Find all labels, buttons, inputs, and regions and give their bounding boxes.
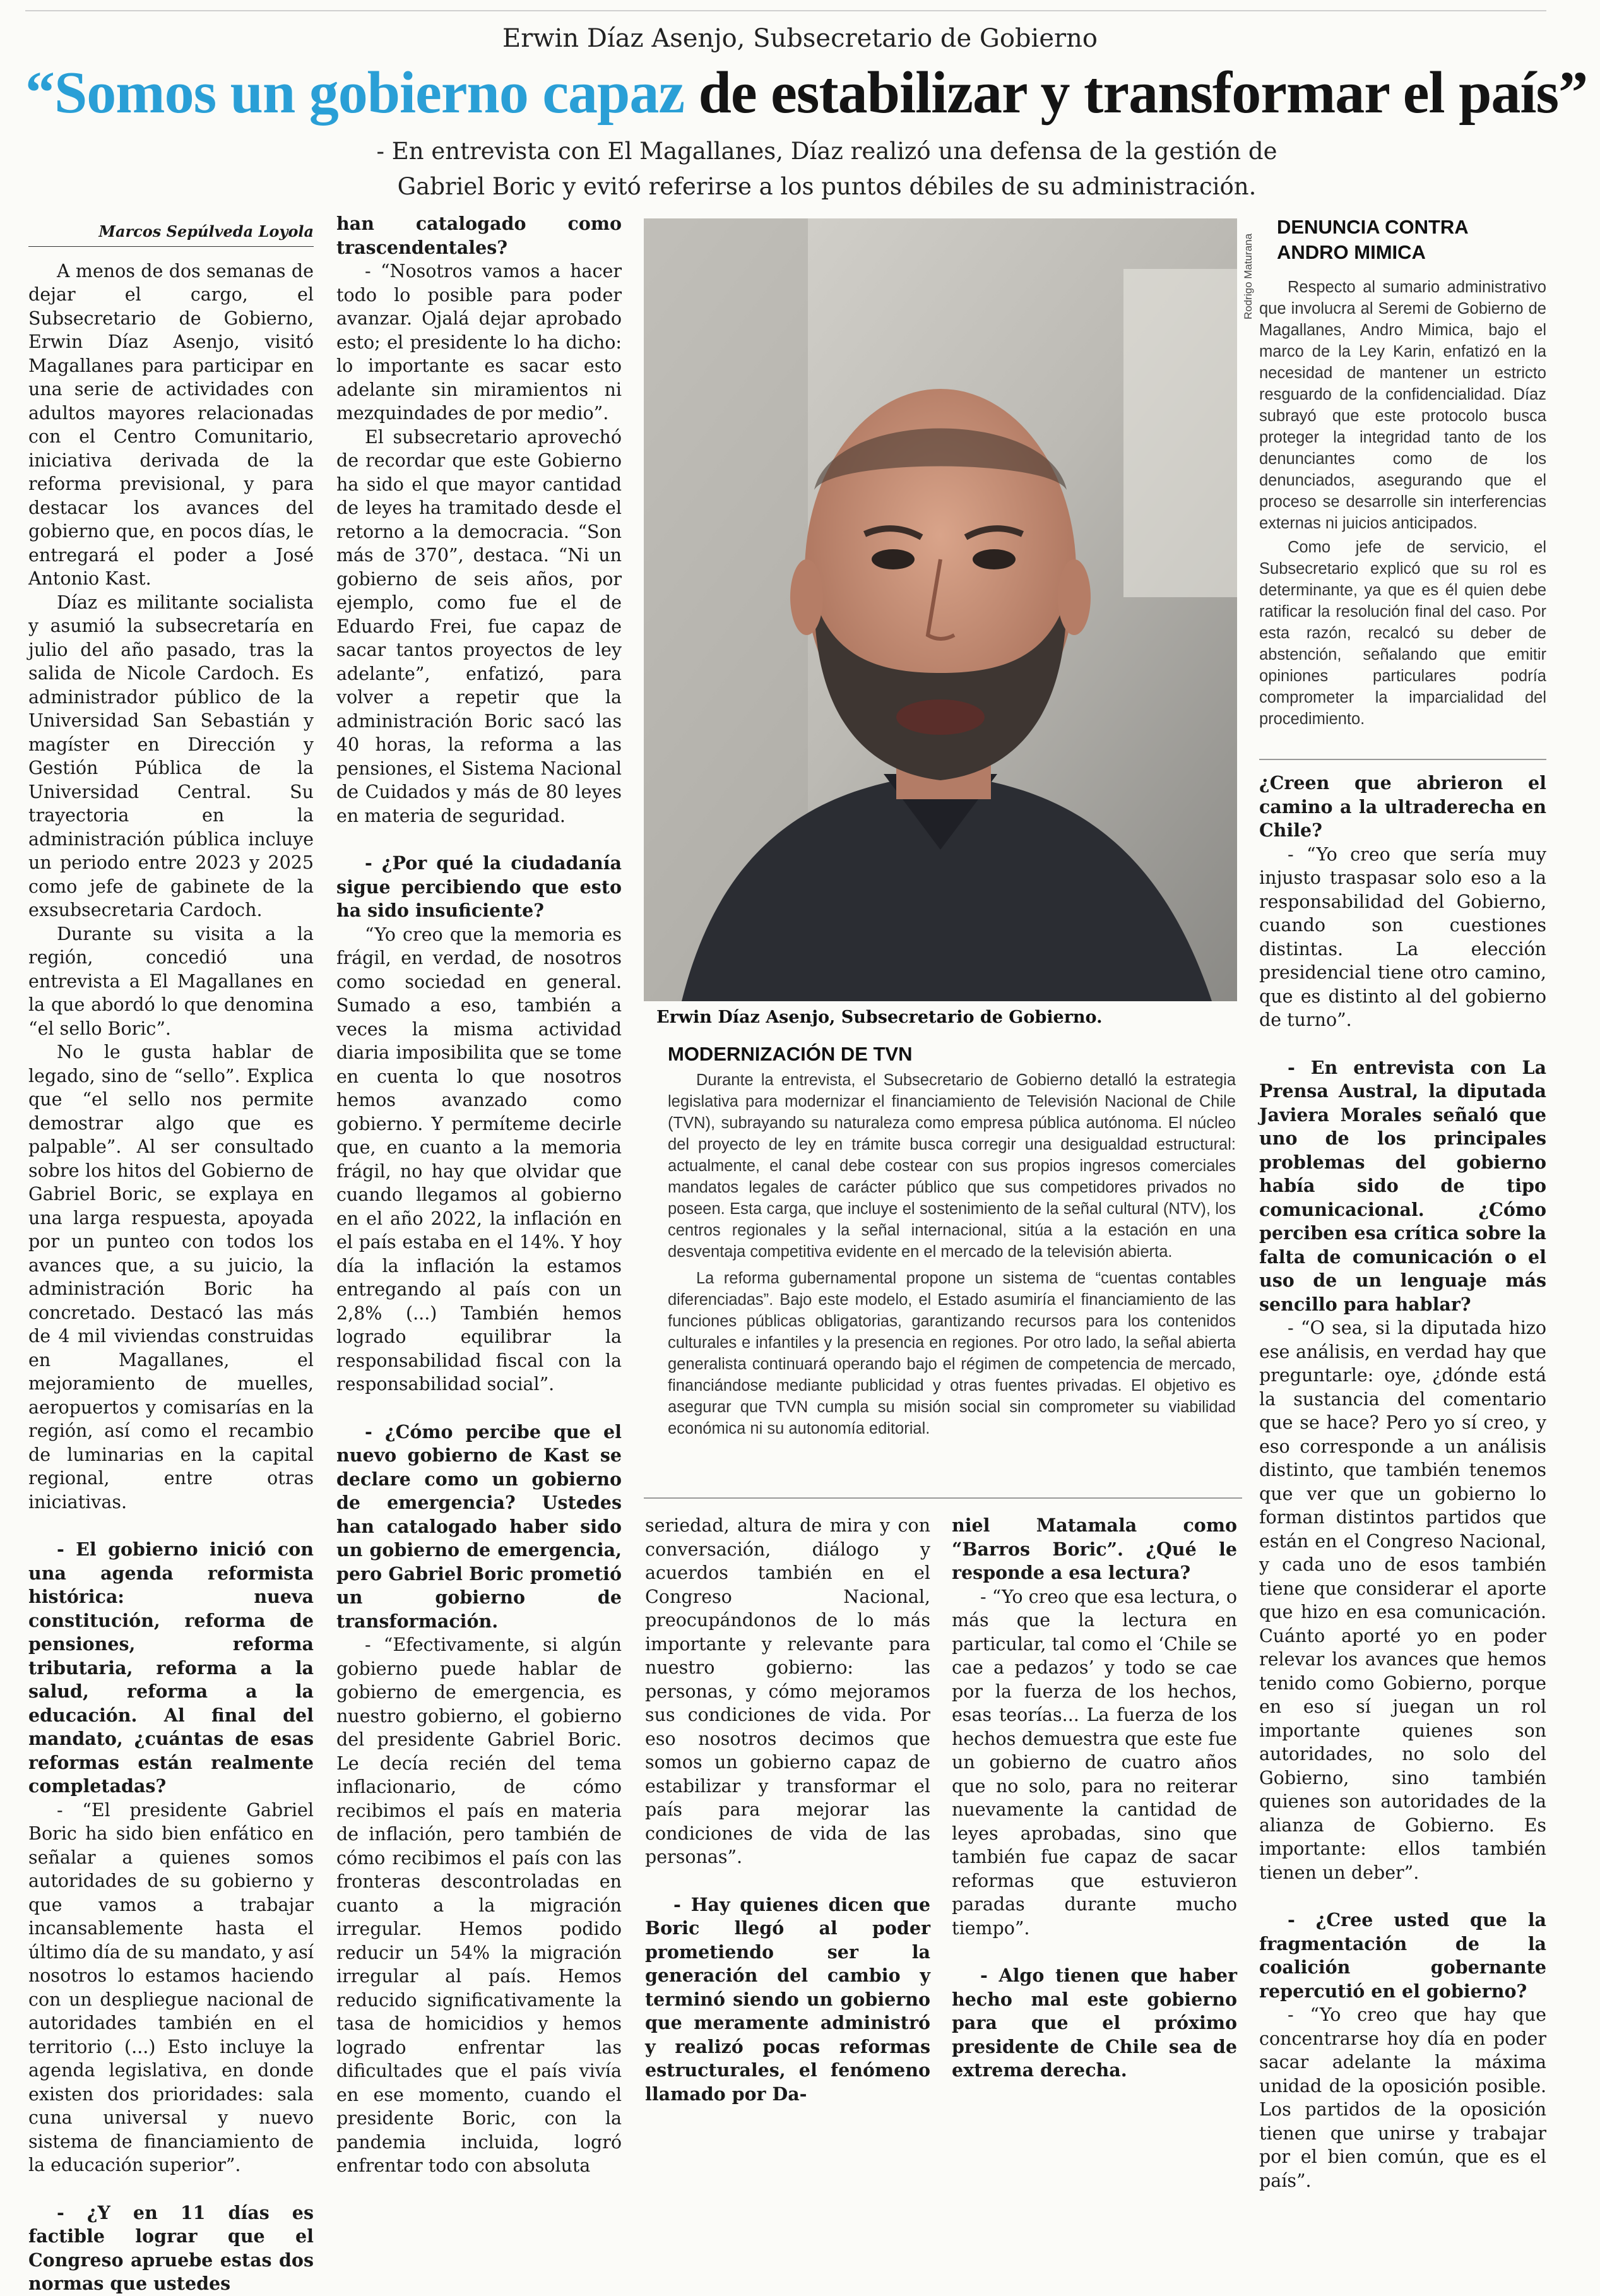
column-5 <box>1259 771 1546 2192</box>
answer-8: - “O sea, si la diputada hizo ese análisis, en verdad hay que preguntarle: oye, ¿dónde está la sustancia del comentario que se hace? Pero yo sí creo, y eso corresponde a un análisis distinto, que también tenemos que ver que un gobierno lo forman distintos partidos que están en el Congreso Nacional, y cada uno de esos también tiene que considerar el aporte que hizo en esa comunicación. Cuánto aporté yo en poder relevar los avances que hemos tenido como Gobierno, porque en eso sí juegan un rol importante quienes son autoridades, no solo del Gobierno, sino también quienes son autoridades de la alianza de Gobierno. Es importante: ellos también tienen un deber”. <box>1259 1318 1546 1883</box>
deck-line-2: Gabriel Boric y evitó referirse a los puntos débiles de su administración. <box>397 173 1257 200</box>
photo-credit: Rodrigo Maturana <box>1242 233 1254 319</box>
col2-paragraph: El subsecretario aprovechó de recordar que este Gobierno ha sido el que mayor cantidad de leyes ha tramitado desde el retorno a la democracia. “Son más de 370”, destaca. “Ni un gobierno de seis años, por ejemplo, como fue el de Eduardo Frei, fue capaz de sacar tantos proyectos de ley adelante”, enfatizó, para volver a repetir que la administración Boric sacó las 40 horas, la reforma a las pensiones, el Sistema Nacional de Cuidados y más de 80 leyes en materia de seguridad. <box>336 426 622 826</box>
deck-line-1: - En entrevista con El Magallanes, Díaz realizó una defensa de la gestión de <box>376 138 1277 165</box>
mimica-box-title <box>1259 215 1546 265</box>
question-2-cont: han catalogado como trascendentales? <box>336 213 622 258</box>
col1-paragraph: Durante su visita a la región, concedió una entrevista a El Magallanes en la que abordó lo que denomina “el sello Boric”. <box>28 923 314 1039</box>
column-3-bottom <box>645 1514 930 2106</box>
answer-1: - “El presidente Gabriel Boric ha sido bien enfático en señalar a quienes somos autoridades de su gobierno y que vamos a trabajar incansablemente hasta el último día de su mandato, y así nosotros lo estamos haciendo con un despliegue nacional de autoridades también en el territorio (...) Esto incluye la agenda legislativa, en donde existen dos prioridades: sala cuna universal y nuevo sistema de financiamiento de la educación superior”. <box>28 1799 314 2175</box>
portrait-photo <box>644 218 1237 1001</box>
mimica-box-rule <box>1259 759 1546 760</box>
headline <box>25 58 1588 128</box>
answer-3: “Yo creo que la memoria es frágil, en verdad, de nosotros como sociedad en general. Sumado a eso, también a veces la misma actividad diaria imposibilita que se tome en cuenta lo que nosotros hemos avanzado como gobierno. Y permíteme decirle que, en cuanto a la memoria frágil, no hay que olvidar que cuando llegamos al gobierno en el año 2022, la inflación en el país estaba en el 14%. Y hoy día la inflación la estamos entregando al país con un 2,8% (...) También hemos logrado equilibrar la responsabilidad fiscal con la responsabilidad social”. <box>336 924 622 1395</box>
tvn-paragraph: La reforma gubernamental propone un sistema de “cuentas contables diferenciadas”. Bajo este modelo, el Estado asumiría el financiamiento de las funciones públicas obligatorias, garantizando recursos para los contenidos culturales e infantiles y la presencia en regiones. Por otro lado, la señal abierta generalista continuará operando bajo el régimen de competencia de mercado, financiándose mediante publicidad y otras fuentes privadas. El objetivo es asegurar que TVN cumpla su misión social sin comprometer su viabilidad económica ni su autonomía editorial. <box>668 1270 1236 1437</box>
deck <box>353 134 1300 205</box>
mimica-title-line-2: ANDRO MIMICA <box>1277 241 1426 263</box>
tvn-box-title: MODERNIZACIÓN DE TVN <box>668 1043 913 1065</box>
answer-7: - “Yo creo que sería muy injusto traspasar solo eso a la responsabilidad del Gobierno, cuando son cuestiones distintas. La elección presidencial tiene otro camino, que es distinto al del gobierno de turno”. <box>1259 843 1546 1030</box>
headline-black: de estabilizar y transformar el país” <box>684 60 1588 126</box>
mimica-paragraph: Como jefe de servicio, el Subsecretario explicó que su rol es determinante, ya que es él quien debe ratificar la resolución final del caso. Por esta razón, recalcó su deber de abstención, señalando que emitir opiniones particulares podría comprometer la imparcialidad del procedimiento. <box>1259 538 1546 728</box>
tvn-box <box>668 1042 1236 1439</box>
col1-paragraph: No le gusta hablar de legado, sino de “sello”. Explica que “el sello nos permite demostrar algo que es palpable”. Al ser consultado sobre los hitos del Gobierno de Gabriel Boric, se explaya en una larga respuesta, apoyada por un punteo con todos los avances que, a su juicio, la administración Boric ha concretado. Destacó las más de 4 mil viviendas construidas en Magallanes, el mejoramiento de muelles, aeropuertos y comisarías en la región, así como el recambio de luminarias en la capital regional, entre otras iniciativas. <box>28 1042 314 1513</box>
mimica-paragraph: Respecto al sumario administrativo que involucra al Seremi de Gobierno de Magallanes, Andro Mimica, bajo el marco de la Ley Karin, enfatizó en la necesidad de mantener un estricto resguardo de la confidencialidad. Díaz subrayó que este protocolo busca proteger la integridad tanto de los denunciantes como de los denunciados, asegurando que el proceso se desarrolle sin interferencias externas ni juicios anticipados. <box>1259 278 1546 532</box>
question-8: - En entrevista con La Prensa Austral, la diputada Javiera Morales señaló que uno de los principales problemas del gobierno había sido de tipo comunicacional. ¿Cómo perciben esa crítica sobre la falta de comunicación o el uso de un lenguaje más sencillo para hablar? <box>1259 1056 1546 1315</box>
column-1 <box>28 220 314 2296</box>
question-3: - ¿Por qué la ciudadanía sigue percibiendo que esto ha sido insuficiente? <box>336 852 622 921</box>
question-5-cont: niel Matamala como “Barros Boric”. ¿Qué le responde a esa lectura? <box>952 1514 1237 1583</box>
question-7: ¿Creen que abrieron el camino a la ultraderecha en Chile? <box>1259 772 1546 841</box>
byline: Marcos Sepúlveda Loyola <box>28 220 314 247</box>
portrait-illustration <box>644 218 1237 1001</box>
col1-paragraph: Díaz es militante socialista y asumió la subsecretaría en julio del año pasado, tras la salida de Nicole Cardoch. Es administrador público de la Universidad San Sebastián y magíster en Dirección y Gestión Pública de la Universidad Central. Su trayectoria en la administración pública incluye un periodo entre 2023 y 2025 como jefe de gabinete de la exsubsecretaria Cardoch. <box>28 592 314 920</box>
mimica-box <box>1259 215 1546 730</box>
tvn-box-rule <box>644 1497 1242 1499</box>
answer-5: - “Yo creo que esa lectura, o más que la lectura en particular, tal como el ‘Chile se cae a pedazos’ y todo se cae por la fuerza de los hechos, esas teorías... La fuerza de los hechos demuestra que este fue un gobierno de cuatro años que no solo, para no reiterar nuevamente la cantidad de leyes aprobadas, sino que también fue capaz de sacar reformas que estuvieron paradas durante mucho tiempo”. <box>952 1586 1237 1939</box>
photo-caption: Erwin Díaz Asenjo, Subsecretario de Gobierno. <box>656 1008 1103 1027</box>
question-4: - ¿Cómo percibe que el nuevo gobierno de Kast se declare como un gobierno de emergencia? Ustedes han catalogado haber sido un gobierno de emergencia, pero Gabriel Boric prometió un gobierno de transformación. <box>336 1420 622 1632</box>
kicker: Erwin Díaz Asenjo, Subsecretario de Gobierno <box>502 24 1098 53</box>
answer-4-cont: seriedad, altura de mira y con conversación, diálogo y acuerdos también en el Congreso Nacional, preocupándonos de lo más importante y relevante para nuestro gobierno: las personas, y cómo mejoramos sus condiciones de vida. Por eso nosotros decimos que somos un gobierno capaz de estabilizar y transformar el país para mejorar las condiciones de vida de las personas”. <box>645 1515 930 1867</box>
column-4-bottom <box>952 1514 1237 2083</box>
question-1: - El gobierno inició con una agenda reformista histórica: nueva constitución, reforma de pensiones, reforma tributaria, reforma a la salud, reforma a la educación. Al final del mandato, ¿cuántas de esas reformas están realmente completadas? <box>28 1538 314 1797</box>
answer-9: - “Yo creo que hay que concentrarse hoy día en poder sacar adelante la máxima unidad de la oposición posible. Los partidos de la oposición tienen que unirse y trabajar por el bien común, que es el país”. <box>1259 2004 1546 2191</box>
tvn-paragraph: Durante la entrevista, el Subsecretario de Gobierno detalló la estrategia legislativa para modernizar el financiamiento de Televisión Nacional de Chile (TVN), subrayando su naturaleza como empresa pública autónoma. El núcleo del proyecto de ley en trámite busca corregir una desigualdad estructural: actualmente, el canal debe costear con sus propios ingresos comerciales mandatos legales de carácter público que sus competidores privados no poseen. Esta carga, que incluye el sostenimiento de la señal cultural (NTV), los centros regionales y la señal internacional, sitúa a la estación en una desventaja competitiva evidente en el mercado de la televisión abierta. <box>668 1071 1236 1261</box>
question-6: - Algo tienen que haber hecho mal este gobierno para que el próximo presidente de Chile sea de extrema derecha. <box>952 1965 1237 2081</box>
col1-paragraph: A menos de dos semanas de dejar el cargo, el Subsecretario de Gobierno, Erwin Díaz Asenjo, visitó Magallanes para participar en una serie de actividades con adultos mayores relacionadas con el Centro Comunitario, iniciativa derivada de la reforma previsional, y para destacar los avances del gobierno que, en pocos días, le entregará el poder a José Antonio Kast. <box>28 260 314 589</box>
headline-blue: “Somos un gobierno capaz <box>25 60 685 126</box>
col2-paragraph: - “Nosotros vamos a hacer todo lo posible para poder avanzar. Ojalá dejar aprobado esto; el presidente lo ha dicho: lo importante es sacar esto adelante sin miramientos ni mezquindades de por medio”. <box>336 261 622 424</box>
column-2 <box>336 212 622 2178</box>
mimica-title-line-1: DENUNCIA CONTRA <box>1277 216 1469 238</box>
tvn-box-body <box>668 1069 1236 1439</box>
mimica-box-body <box>1259 277 1546 730</box>
question-5: - Hay quienes dicen que Boric llegó al poder prometiendo ser la generación del cambio y terminó siendo un gobierno que meramente administró y realizó pocas reformas estructurales, el fenómeno llamado por Da- <box>645 1893 930 2105</box>
top-rule <box>25 0 1546 11</box>
question-9: - ¿Cree usted que la fragmentación de la coalición gobernante repercutió en el gobierno? <box>1259 1909 1546 2002</box>
question-2: - ¿Y en 11 días es factible lograr que el Congreso apruebe estas dos normas que ustedes <box>28 2201 314 2294</box>
answer-4: - “Efectivamente, si algún gobierno puede hablar de gobierno de emergencia, es nuestro gobierno, el gobierno del presidente Gabriel Boric. Le decía recién del tema inflacionario, de cómo recibimos el país en materia de inflación, pero también de cómo recibimos el país con las fronteras descontroladas en cuanto a la migración irregular. Hemos podido reducir un 54% la migración irregular al país. Hemos reducido significativamente la tasa de homicidios y hemos logrado enfrentar las dificultades que el país vivía en ese momento, cuando el presidente Boric, con la pandemia incluida, logró enfrentar todo con absoluta <box>336 1634 622 2176</box>
